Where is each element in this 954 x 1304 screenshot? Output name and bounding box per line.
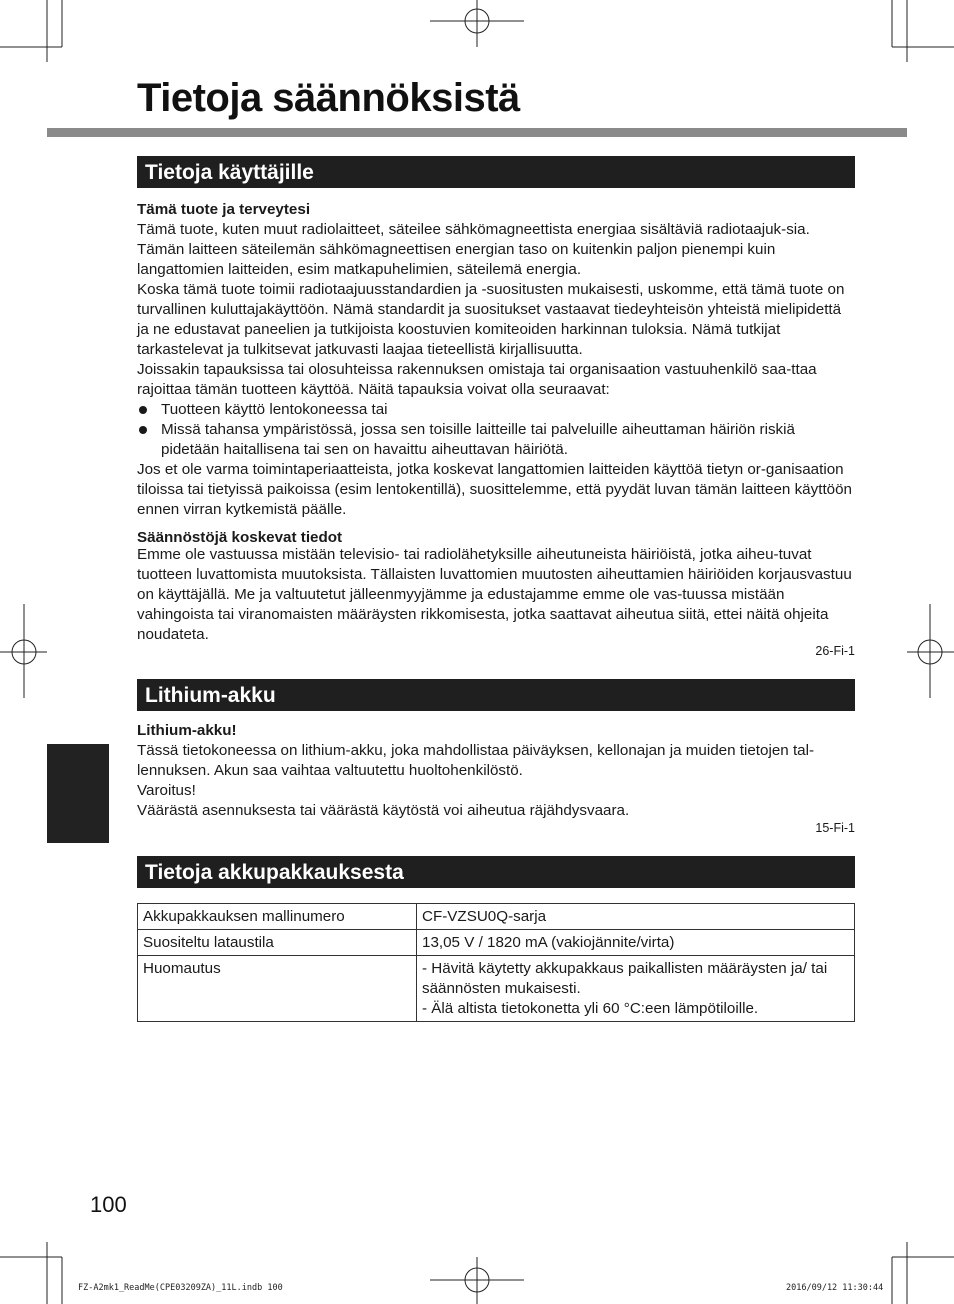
lithium-section-body bbox=[137, 721, 855, 821]
health-paragraph: Koska tämä tuote toimii radiotaajuusstandardien ja -suositusten mukaisesti, uskomme, että tämä tuote on turvallinen kuluttajakäyttöön. Nämä standardit ja suositukset vastaavat tiedeyhteisön yhteistä mielipidettä ja ne edustavat paneelien ja tutkijoista koostuvien komiteoiden harkinnan tuloksia. Nämä tutkijat tarkastelevat ja tulkitsevat jatkuvasti laajaa tieteellistä kirjallisuutta. bbox=[137, 281, 845, 358]
table-row bbox=[138, 904, 855, 930]
health-closing: Jos et ole varma toimintaperiaatteista, jotka koskevat langattomien laitteiden käyttöä tietyn or-ganisaation tiloissa tai tietyissä paikoissa (esim lentokentillä), suosittelemme, että pyydät luvan tämän laitteen käyttöön ennen virran kytkemistä päälle. bbox=[137, 461, 852, 518]
table-cell-label: Suositeltu lataustila bbox=[138, 930, 417, 956]
table-row bbox=[138, 930, 855, 956]
regulatory-subheading: Säännöstöjä koskevat tiedot bbox=[137, 529, 343, 546]
warning-label: Varoitus! bbox=[137, 782, 196, 799]
note-line: - Hävitä käytetty akkupakkaus paikallisten määräysten ja/ tai säännösten mukaisesti. bbox=[422, 960, 828, 997]
users-section-body bbox=[137, 200, 855, 645]
chapter-side-tab bbox=[47, 744, 109, 843]
health-paragraph: Tämä tuote, kuten muut radiolaitteet, säteilee sähkömagneettista energiaa sisältäviä radiotaajuk-sia. Tämän laitteen säteilemän sähkömagneettisen energian taso on kuitenkin paljon pienempi kuin langattomien laitteiden, esim matkapuhelimien, säteilemä energia. bbox=[137, 221, 810, 278]
table-cell-value: CF-VZSU0Q-sarja bbox=[417, 904, 855, 930]
table-cell-label: Huomautus bbox=[138, 956, 417, 1022]
note-line: - Älä altista tietokonetta yli 60 °C:een lämpötiloille. bbox=[422, 1000, 759, 1017]
reference-code: 26-Fi-1 bbox=[815, 644, 855, 658]
table-cell-value bbox=[417, 956, 855, 1022]
page-number: 100 bbox=[90, 1192, 127, 1217]
reference-code: 15-Fi-1 bbox=[815, 821, 855, 835]
footer-datetime: 2016/09/12 11:30:44 bbox=[786, 1283, 884, 1293]
section-heading-battery-pack: Tietoja akkupakkauksesta bbox=[137, 856, 855, 888]
list-item: Tuotteen käyttö lentokoneessa tai bbox=[137, 400, 855, 420]
footer-filename: FZ-A2mk1_ReadMe(CPE03209ZA)_11L.indb 100 bbox=[78, 1283, 283, 1293]
health-subheading: Tämä tuote ja terveytesi bbox=[137, 201, 311, 218]
warning-text: Väärästä asennuksesta tai väärästä käytöstä voi aiheutua räjähdysvaara. bbox=[137, 802, 630, 819]
table-cell-value: 13,05 V / 1820 mA (vakiojännite/virta) bbox=[417, 930, 855, 956]
title-rule bbox=[47, 128, 907, 137]
section-heading-lithium: Lithium-akku bbox=[137, 679, 855, 711]
section-heading-users: Tietoja käyttäjille bbox=[137, 156, 855, 188]
list-item: Missä tahansa ympäristössä, jossa sen toisille laitteille tai palveluille aiheuttaman häiriön riskiä pidetään haitallisena tai sen on havaittu aiheuttavan häiriötä. bbox=[137, 420, 855, 460]
table-cell-label: Akkupakkauksen mallinumero bbox=[138, 904, 417, 930]
restriction-list bbox=[137, 400, 855, 460]
lithium-subheading: Lithium-akku! bbox=[137, 722, 237, 739]
regulatory-text: Emme ole vastuussa mistään televisio- tai radiolähetyksille aiheutuneista häiriöistä, jotka aiheu-tuvat tuotteen luvattomista muutoksista. Tällaisten luvattomien muutosten aiheuttamien häiriöiden korjausvastuu on käyttäjällä. Me ja valtuutetut jälleenmyyjämme ja edustajamme emme ole vas-tuussa mistään vahingoista tai viranomaisten määräysten rikkomisesta, jotka saattavat aiheutua siitä, ettei näitä ohjeita noudateta. bbox=[137, 546, 852, 643]
lithium-text: Tässä tietokoneessa on lithium-akku, joka mahdollistaa päiväyksen, kellonajan ja muiden tietojen tal-lennuksen. Akun saa vaihtaa valtuutettu huoltohenkilöstö. bbox=[137, 742, 815, 779]
table-row bbox=[138, 956, 855, 1022]
health-paragraph: Joissakin tapauksissa tai olosuhteissa rakennuksen omistaja tai organisaation vastuuhenkilö saa-ttaa rajoittaa tämän tuotteen käyttöä. Näitä tapauksia voivat olla seuraavat: bbox=[137, 361, 817, 398]
battery-spec-table bbox=[137, 903, 855, 1022]
page-title: Tietoja säännöksistä bbox=[137, 76, 520, 120]
